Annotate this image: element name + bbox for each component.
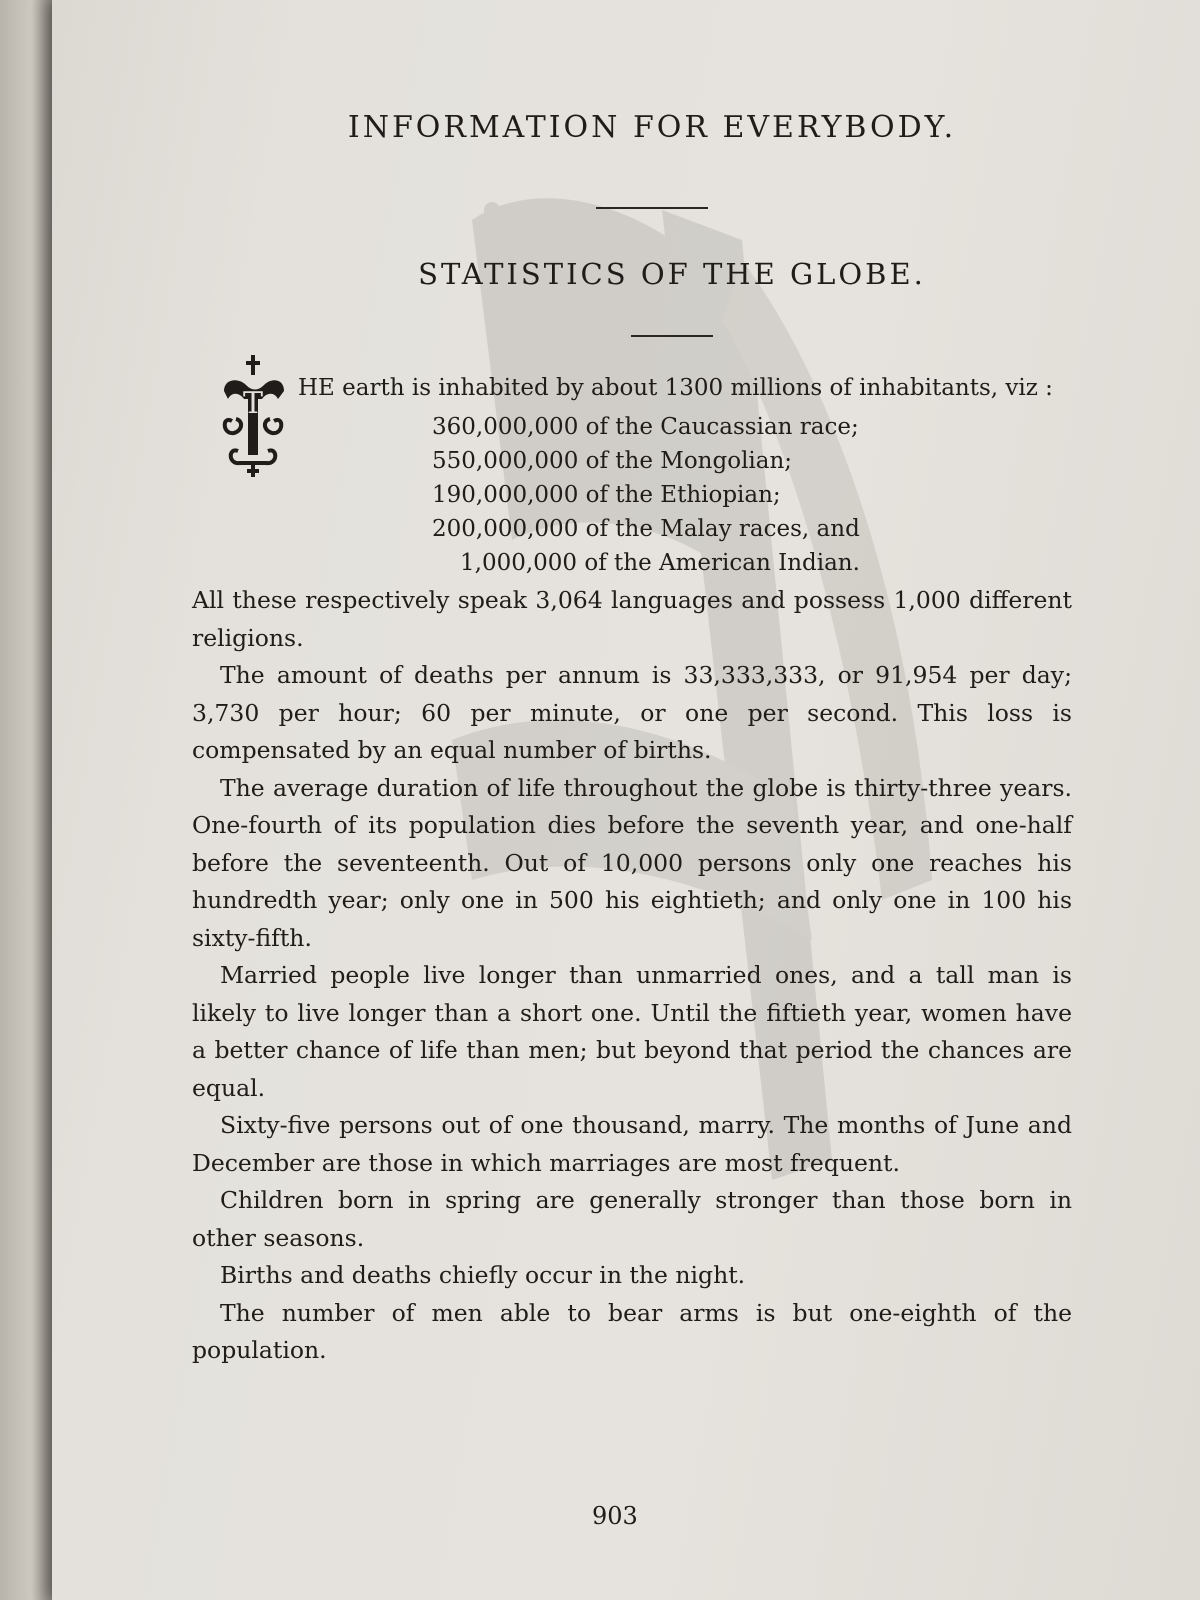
body-paragraph: Married people live longer than unmarried ones, and a tall man is likely to live longer than a short one. Until the fiftieth year, women have a better chance of life than men; but beyond that period the chances are equal. [192,961,1072,1102]
list-item: 1,000,000 of the American Indian. [460,550,860,576]
list-item: 360,000,000 of the Caucassian race; [432,414,859,440]
section-title: STATISTICS OF THE GLOBE. [418,257,926,291]
body-paragraph: The average duration of life throughout the globe is thirty-three years. One-fourth of its population dies before the seventh year, and one-half before the seventeenth. Out of 10,000 persons only one reaches his hundredth year; only one in 500 his eightieth; and only one in 100 his sixty-fifth. [192,773,1072,952]
list-item: 200,000,000 of the Malay races, and [432,516,860,542]
header-rule [596,207,708,209]
list-item: 550,000,000 of the Mongolian; [432,448,793,474]
body-paragraph: The amount of deaths per annum is 33,333,333, or 91,954 per day; 3,730 per hour; 60 per minute, or one per second. This loss is compensated by an equal number of births. [192,661,1072,764]
body-paragraph: Children born in spring are generally stronger than those born in other seasons. [192,1186,1072,1252]
body-paragraph: Births and deaths chiefly occur in the night. [220,1261,746,1289]
book-spine-shadow [0,0,52,1600]
ornamental-drop-cap-icon [218,351,288,481]
page-number: 903 [592,1502,638,1530]
intro-text: HE earth is inhabited by about 1300 millions of inhabitants, viz : [298,375,1053,401]
list-item: 190,000,000 of the Ethiopian; [432,482,781,508]
title-rule [631,335,713,337]
intro-paragraph [192,371,1072,421]
running-head: INFORMATION FOR EVERYBODY. [347,110,957,145]
body-paragraph: All these respectively speak 3,064 languages and possess 1,000 different religions. [192,586,1072,652]
page-content [192,110,1072,1370]
body-paragraph: Sixty-five persons out of one thousand, marry. The months of June and December are those in which marriages are most frequent. [192,1111,1072,1177]
race-population-list [192,410,1072,580]
body-paragraph: The number of men able to bear arms is but one-eighth of the population. [192,1298,1072,1364]
drop-cap-letter: T [242,386,264,421]
book-page [52,0,1200,1600]
